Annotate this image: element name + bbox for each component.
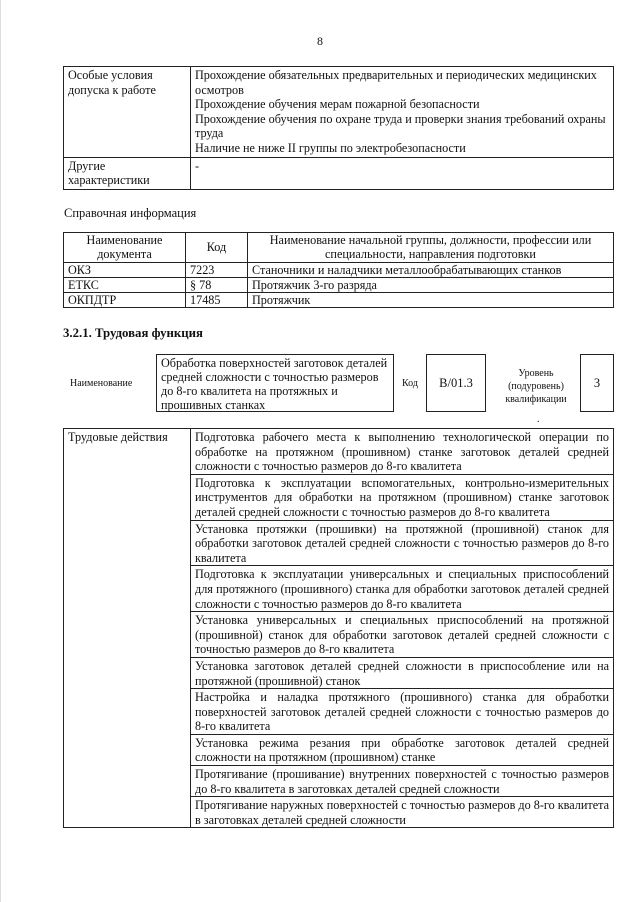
function-name-box: Обработка поверхностей заготовок деталей средней сложности с точностью размеров до 8-го квалитета на протяжных и прошивных станках [156, 354, 394, 412]
row-values [191, 67, 614, 158]
table-row [64, 67, 614, 158]
list-item: Прохождение обязательных предварительных и периодических медицинских осмотров [195, 68, 597, 97]
row-label: Особые условия допуска к работе [64, 67, 191, 158]
table-row [64, 262, 614, 277]
table-cell: Протяжчик [248, 292, 614, 307]
row-label: Другие характеристики [64, 157, 191, 189]
name-label: Наименование [70, 378, 133, 389]
code-label: Код [402, 378, 418, 389]
column-header: Наименование начальной группы, должности, профессии или специальности, направления подготовки [248, 233, 614, 263]
table-cell: 7223 [186, 262, 248, 277]
row-values [191, 157, 614, 189]
action-item: Протягивание наружных поверхностей с точностью размеров до 8-го квалитета в заготовках деталей средней сложности [191, 797, 614, 828]
action-item: Протягивание (прошивание) внутренних поверхностей с точностью размеров до 8-го квалитета в заготовках деталей средней сложности [191, 766, 614, 797]
column-header: Код [186, 233, 248, 263]
table-row [64, 157, 614, 189]
table-row [64, 429, 614, 475]
action-item: Настройка и наладка протяжного (прошивного) станка для обработки поверхностей заготовок деталей средней сложности с точностью размеров до 8-го квалитета [191, 689, 614, 735]
scan-dot: . [537, 414, 540, 425]
admission-conditions-table [63, 66, 614, 190]
section-heading: 3.2.1. Трудовая функция [63, 326, 203, 340]
table-cell: ЕТКС [64, 277, 186, 292]
table-header-row [64, 233, 614, 263]
level-label: Уровень (подуровень) квалификации [505, 368, 567, 405]
action-item: Подготовка к эксплуатации универсальных и специальных приспособлений для протяжного (прошивного) станка для обработки заготовок деталей средней сложности с точностью размеров до 8-го квалитета [191, 566, 614, 612]
action-item: Установка заготовок деталей средней сложности в приспособление или на протяжной (прошивной) станок [191, 657, 614, 688]
column-header: Наименование документа [64, 233, 186, 263]
list-item: - [195, 158, 200, 173]
list-item: Наличие не ниже II группы по электробезопасности [195, 140, 466, 155]
table-cell: 17485 [186, 292, 248, 307]
table-cell: Протяжчик 3-го разряда [248, 277, 614, 292]
scan-edge [0, 0, 1, 902]
table-row [64, 277, 614, 292]
table-row [64, 292, 614, 307]
action-item: Подготовка рабочего места к выполнению технологической операции по обработке на протяжном (прошивном) станке заготовок деталей средней сложности с точностью размеров до 8-го квалитета [191, 429, 614, 475]
table-cell: Станочники и наладчики металлообрабатывающих станков [248, 262, 614, 277]
table-cell: § 78 [186, 277, 248, 292]
table-cell: ОКПДТР [64, 292, 186, 307]
action-item: Установка режима резания при обработке заготовок деталей средней сложности на протяжном (прошивном) станке [191, 734, 614, 765]
level-value-box: 3 [580, 354, 614, 412]
list-item: Прохождение обучения мерам пожарной безопасности [195, 97, 480, 112]
action-item: Подготовка к эксплуатации вспомогательных, контрольно-измерительных инструментов для обработки на протяжном (прошивном) станке заготовок деталей средней сложности с точностью размеров до 8-го квалитета [191, 474, 614, 520]
function-code-box: B/01.3 [426, 354, 486, 412]
list-item: Прохождение обучения по охране труда и проверки знания требований охраны труда [195, 111, 606, 141]
page-number: 8 [317, 34, 323, 48]
row-label: Трудовые действия [64, 429, 191, 828]
labor-actions-table [63, 428, 614, 828]
reference-title: Справочная информация [64, 206, 197, 220]
table-cell: ОКЗ [64, 262, 186, 277]
action-item: Установка протяжки (прошивки) на протяжной (прошивной) станок для обработки заготовок деталей средней сложности с точностью размеров до 8-го квалитета [191, 520, 614, 566]
action-item: Установка универсальных и специальных приспособлений на протяжной (прошивной) станок для обработки заготовок деталей средней сложности с точностью размеров до 8-го квалитета [191, 612, 614, 658]
reference-table [63, 232, 614, 308]
